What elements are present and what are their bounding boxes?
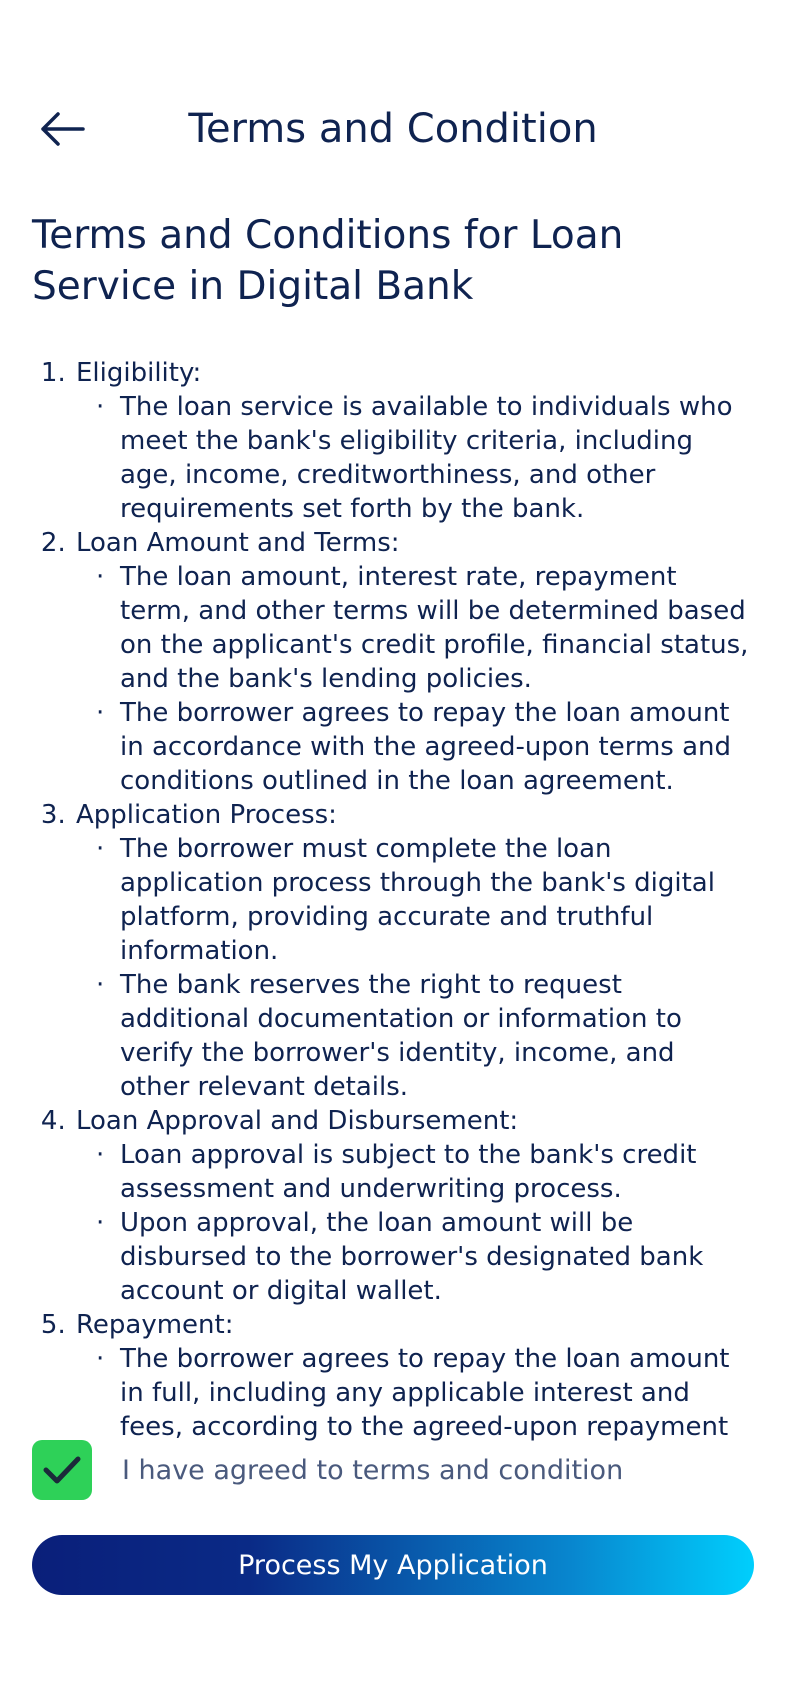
- section-point: · The borrower must complete the loan application process through the bank's digital platform, providing accurate and truthful information.: [120, 832, 752, 968]
- agree-checkbox[interactable]: [32, 1440, 92, 1500]
- section-point: · The bank reserves the right to request additional documentation or information to verify the borrower's identity, income, and other relevant details.: [120, 968, 752, 1104]
- process-application-button[interactable]: Process My Application: [32, 1535, 754, 1595]
- page-title: Terms and Condition: [188, 106, 598, 152]
- section-heading: Loan Amount and Terms:: [76, 528, 400, 558]
- section-point: · The loan service is available to individuals who meet the bank's eligibility criteria, including age, income, creditworthiness, and other requirements set forth by the bank.: [120, 390, 752, 526]
- terms-content[interactable]: [32, 356, 752, 1442]
- section-points: [76, 390, 752, 526]
- section-points: [76, 1138, 752, 1308]
- section-heading: Eligibility:: [76, 358, 202, 388]
- section-point: · The borrower agrees to repay the loan amount in accordance with the agreed-upon terms and conditions outlined in the loan agreement.: [120, 696, 752, 798]
- section-points: [76, 560, 752, 798]
- terms-section: [74, 356, 752, 526]
- terms-section: [74, 798, 752, 1104]
- section-points: [76, 1342, 752, 1444]
- section-point: · The borrower agrees to repay the loan amount in full, including any applicable interest and fees, according to the agreed-upon repayment: [120, 1342, 752, 1444]
- terms-section: [74, 1104, 752, 1308]
- section-heading: Application Process:: [76, 800, 337, 830]
- document-title: Terms and Conditions for Loan Service in Digital Bank: [32, 213, 624, 309]
- app-header: [0, 84, 786, 174]
- section-points: [76, 832, 752, 1104]
- section-point: · Upon approval, the loan amount will be disbursed to the borrower's designated bank account or digital wallet.: [120, 1206, 752, 1308]
- section-point: · Loan approval is subject to the bank's credit assessment and underwriting process.: [120, 1138, 752, 1206]
- agreement-row: [32, 1440, 752, 1500]
- terms-section: [74, 1308, 752, 1444]
- terms-section: [74, 526, 752, 798]
- agree-label: I have agreed to terms and condition: [122, 1454, 624, 1486]
- checkmark-icon: [42, 1454, 82, 1486]
- section-heading: Repayment:: [76, 1310, 234, 1340]
- terms-sections: [32, 356, 752, 1444]
- section-point: · The loan amount, interest rate, repayment term, and other terms will be determined based on the applicant's credit profile, financial status, and the bank's lending policies.: [120, 560, 752, 696]
- section-heading: Loan Approval and Disbursement:: [76, 1106, 519, 1136]
